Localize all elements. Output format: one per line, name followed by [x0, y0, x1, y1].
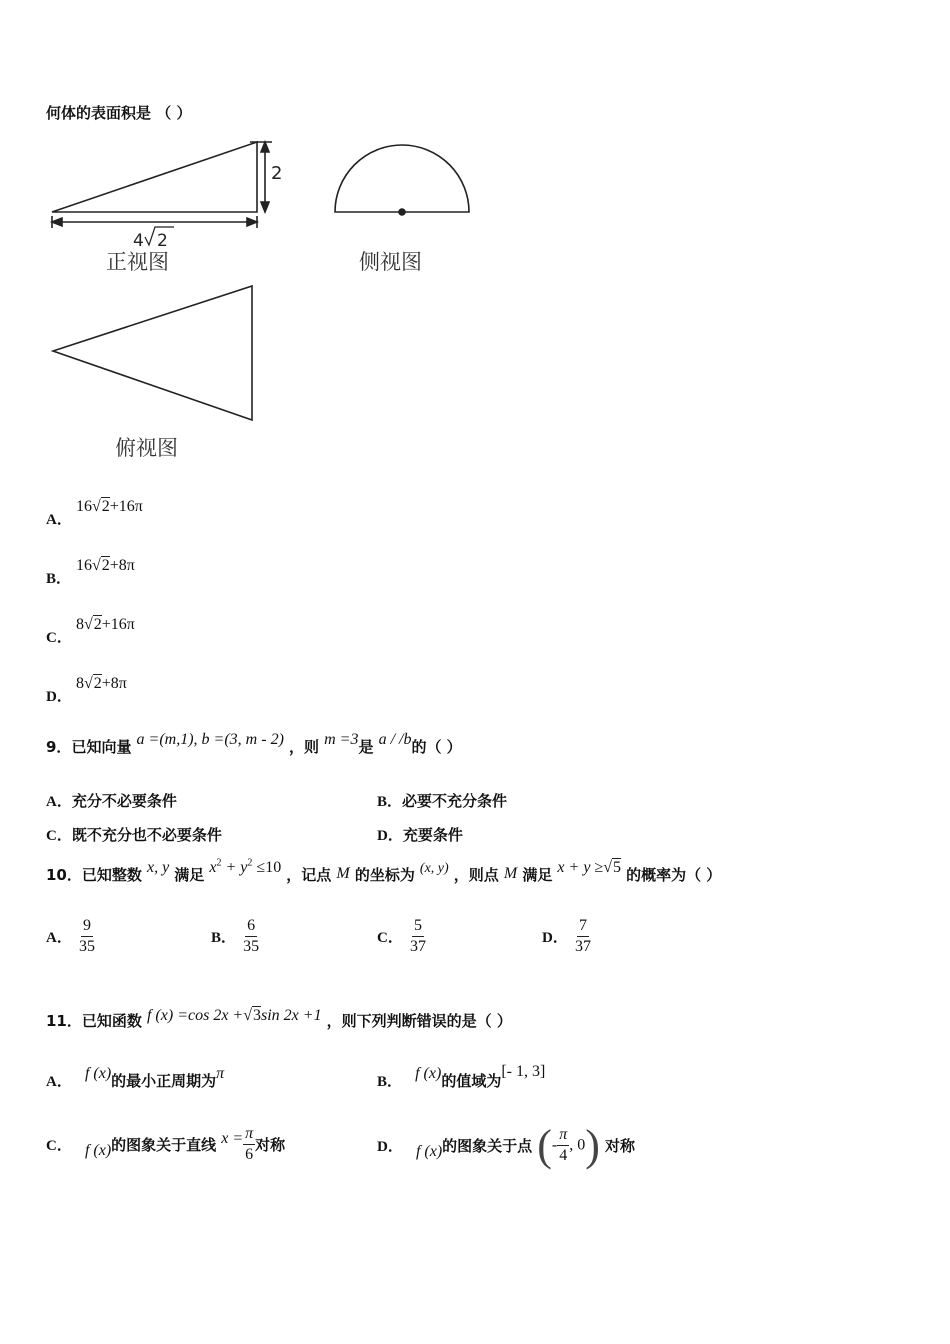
option-a-expression: 16√2+16π [76, 498, 143, 515]
option-c[interactable]: C． 8√2+16π [46, 616, 135, 646]
question-8-stem: 何体的表面积是 （ ） [46, 104, 192, 122]
q11-option-c[interactable]: C． f (x)的图象关于直线 x = $\frac{\pi}{6}$ 对称 [46, 1125, 286, 1163]
option-b-expression: 16√2+8π [76, 557, 135, 574]
q9-option-d[interactable]: D．充要条件 [377, 826, 463, 844]
front-width-label [133, 227, 174, 251]
question-11-stem: 11．已知函数 f (x) =cos 2x +√3sin 2x +1 ，则下列判断错误的是（ ） [46, 1007, 512, 1030]
option-d[interactable]: D． 8√2+8π [46, 675, 127, 705]
svg-text:2: 2 [157, 231, 168, 251]
option-a[interactable]: A． 16√2+16π [46, 498, 143, 528]
q11-option-a[interactable]: A． f (x)的最小正周期为π [46, 1065, 225, 1090]
q10-option-b[interactable]: B． $\frac{6}{35}$ [211, 917, 260, 955]
question-10-stem: 10．已知整数 x, y 满足 $x^2 + y^2 \le 10$ ，记点 M 的坐标为 (x, y) ，则点 M 满足 x + y ≥√5 的概率为（ ） [46, 857, 722, 884]
question-9-stem: 9．已知向量 a =(m,1), b =(3, m - 2) ，则 m =3是 a / /b的（ ） [46, 731, 462, 756]
q9-option-a[interactable]: A．充分不必要条件 [46, 792, 177, 810]
svg-text:4: 4 [133, 231, 144, 251]
front-view-caption: 正视图 [106, 250, 169, 274]
top-view-caption: 俯视图 [115, 436, 178, 460]
option-c-expression: 8√2+16π [76, 616, 135, 633]
q11-option-d[interactable]: D． f (x)的图象关于点 (- $\frac{\pi}{4}$ , 0) 对称 [377, 1121, 636, 1170]
q9-option-c[interactable]: C．既不充分也不必要条件 [46, 826, 222, 844]
q10-option-c[interactable]: C． $\frac{5}{37}$ [377, 917, 426, 955]
option-b[interactable]: B． 16√2+8π [46, 557, 135, 587]
side-view-caption: 侧视图 [359, 250, 422, 274]
q10-option-a[interactable]: A． $\frac{9}{35}$ [46, 917, 95, 955]
q11-option-b[interactable]: B． f (x)的值域为[- 1, 3] [377, 1063, 546, 1090]
q10-option-d[interactable]: D． $\frac{7}{37}$ [542, 917, 591, 955]
three-view-figure [40, 130, 500, 470]
top-view [53, 286, 252, 420]
option-d-expression: 8√2+8π [76, 675, 127, 692]
front-view [52, 142, 272, 228]
q9-option-b[interactable]: B．必要不充分条件 [377, 792, 508, 810]
front-height-label: 2 [271, 163, 283, 184]
side-view [335, 145, 469, 215]
